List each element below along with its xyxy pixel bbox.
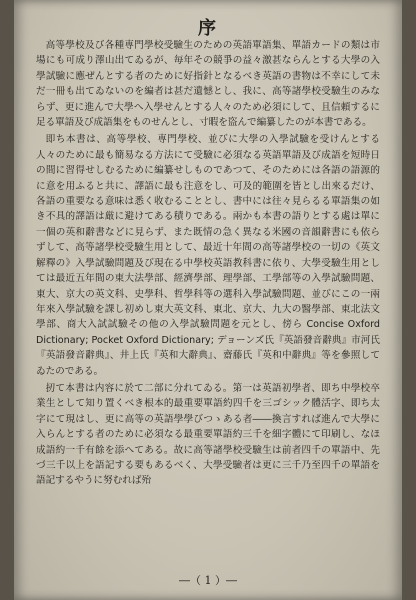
- paragraph: 扨て本書は内容に於て二部に分れてゐる。第一は英語初學者、即ち中學校卒業生として知り置くべき根本的最重要單語約四千を三ゴシック體活字、即ち太字にて現はし、更に高等の英語學學びつゝある者――換言すれば進んで大學に入らんとする者のために必須なる最重要單語約三千を細字體にて印刷し、なほ成語約一千有餘を添へてある。故に高等諸學校受驗生は前者四千の單語中、先づ三千以上を語記する要もあるべく、大學受驗者は更に三千乃至四千の單語を語記するやうに努むれば殆: [36, 382, 380, 487]
- paragraph: 即ち本書は、高等學校、専門學校、並びに大學の入學試驗を受けんとする人々のために最も簡易なる方法にて受驗に必須なる英語單語及び成語を短時日の間に習得せしむるために編纂せしものであつて、そのためには各語の語源的に意を用ふると共に、譯語に最も注意をし、可及的範圍を皆とし出來るだけ、各語の重要なる意味は悉く收むることとし、書中には往々見らるる單語集の如き不具的譯語は厳に避けてある積りである。兩かも本書の語りとする處は單に一個の英和辭書などに見らず、また既情の急く異なる米國の音韻辭書にも依らずして、高等諸學校受驗生用として、最近十年間の高等諸學校の一切の《英文解釋の》入學試驗問題及び現在る中學校英語教科書に依り、大學受驗生用としては最近五年間の東大法學部、經濟學部、理學部、工學部等の入學試驗問題、東大、京大の英文科、史學科、哲學科等の選科入學試驗問題、並びにこの一兩年來入學試驗を課し初めし東大英文科、東北、京大、九大の醫學部、東北法文學部、商大入試試驗その他の入學試驗問題を元とし、傍ら Concise Oxford Dictionary; Pocket Oxford Dictionary; デョーンズ氏『英語發音辭典』市河氏『英語發音辭典』、井上氏『英和大辭典』、齋藤氏『英和中辭典』等を參照してゐたのである。: [36, 134, 380, 377]
- book-page: [14, 0, 402, 600]
- page-number: ―（ 1 ）―: [179, 574, 237, 587]
- paragraph: 高等學校及び各種専門學校受驗生のための英語單語集、單語カードの類は市場にも可成り澤山出てゐるが、毎年その競爭の益々激甚ならんとする大學の入學試驗に應ぜんとする者のために好指針となるべき英語の書物は不幸にして未だ一冊も出てゐないのを編者は甚だ遺憾とし、我に、高等諸學校受驗生のみならず、更に進んで大學へ入學せんとする人々のため必須にして、且信頼するに足る單語及び成語集をものせんとし、寸暇を盜んで編纂したのが本書である。: [36, 40, 380, 129]
- page-title: 序: [198, 18, 218, 39]
- body-text: [36, 38, 380, 558]
